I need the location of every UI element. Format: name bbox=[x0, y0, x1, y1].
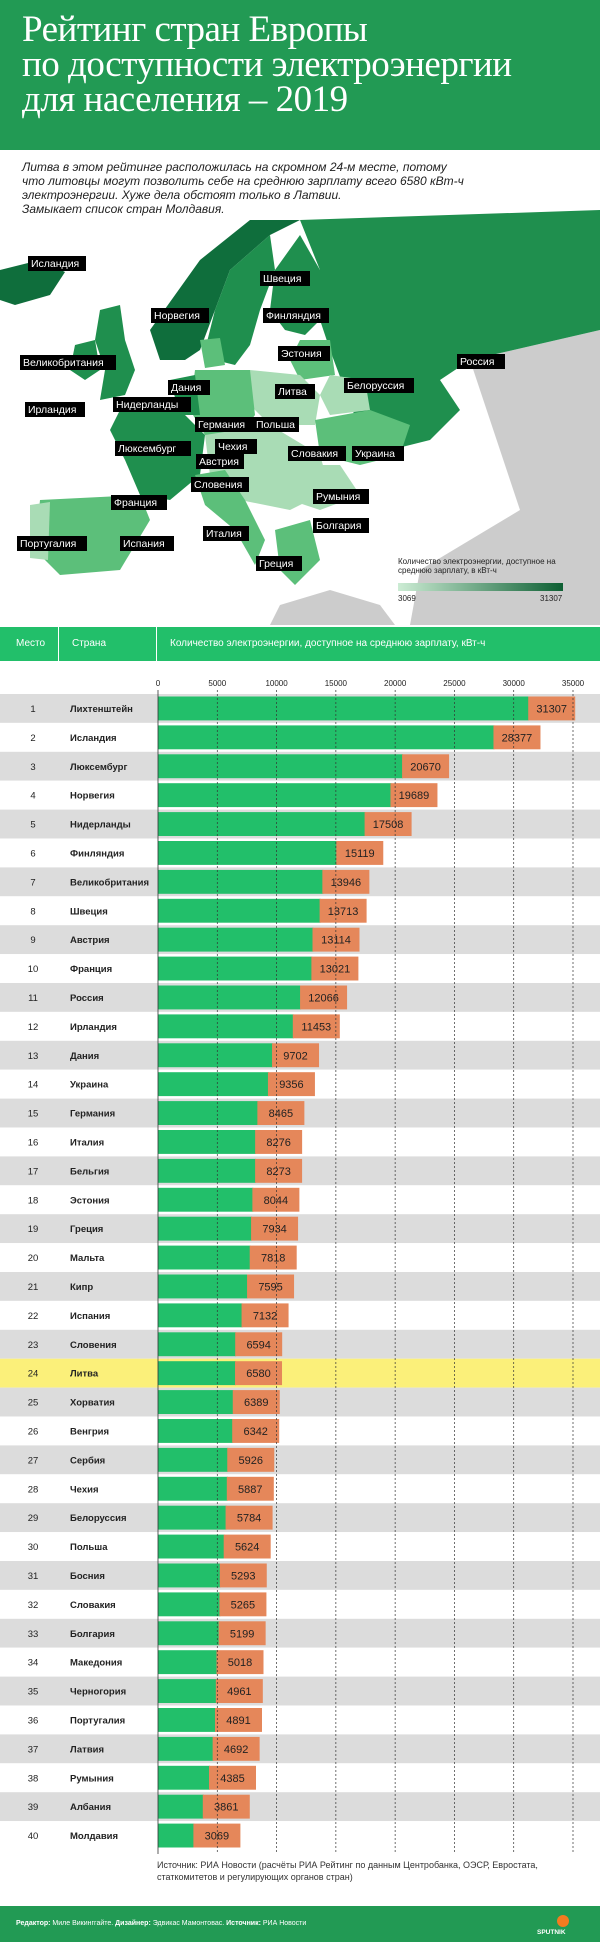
bar bbox=[158, 1014, 294, 1038]
bar bbox=[158, 1130, 256, 1154]
value-label: 12066 bbox=[308, 992, 339, 1005]
svg-text:Словения: Словения bbox=[194, 479, 243, 491]
bar bbox=[158, 1332, 236, 1356]
value-label: 4961 bbox=[227, 1686, 252, 1699]
footer-source: РИА Новости bbox=[262, 1920, 307, 1927]
country-label: Ирландия bbox=[70, 1021, 117, 1033]
bar bbox=[158, 1043, 273, 1067]
country-label: Болгария bbox=[70, 1628, 115, 1640]
country-label: Германия bbox=[70, 1108, 116, 1120]
header-separator bbox=[156, 627, 157, 661]
country-label: Албания bbox=[70, 1802, 112, 1814]
tick-label: 35000 bbox=[561, 679, 585, 688]
map-label-bulgaria bbox=[313, 518, 369, 533]
country-label: Хорватия bbox=[70, 1397, 115, 1409]
map-label-estonia bbox=[278, 346, 330, 361]
value-label: 28377 bbox=[501, 732, 533, 745]
designer-label: Дизайнер: bbox=[115, 1920, 151, 1927]
country-label: Кипр bbox=[70, 1281, 94, 1293]
title-line-2: по доступности электроэнергии bbox=[22, 44, 512, 85]
bar bbox=[158, 1737, 214, 1761]
credits bbox=[16, 1920, 306, 1927]
bar bbox=[158, 957, 312, 981]
title-line-1: Рейтинг стран Европы bbox=[22, 9, 368, 50]
editor-label: Редактор: bbox=[16, 1920, 51, 1927]
value-label: 9702 bbox=[283, 1050, 308, 1063]
table-header bbox=[0, 627, 600, 661]
designer-name: Эдвикас Мамонтовас. bbox=[152, 1920, 225, 1927]
bar bbox=[158, 1679, 217, 1703]
value-label: 6594 bbox=[246, 1339, 271, 1352]
bar bbox=[158, 986, 301, 1010]
legend-max: 31307 bbox=[540, 594, 563, 603]
rank-label: 31 bbox=[27, 1570, 39, 1582]
country-label: Литва bbox=[70, 1368, 99, 1380]
country-label: Финляндия bbox=[70, 848, 125, 860]
rank-label: 29 bbox=[27, 1513, 39, 1525]
bar bbox=[158, 1072, 269, 1096]
country-label: Эстония bbox=[70, 1195, 110, 1207]
svg-text:Болгария: Болгария bbox=[316, 520, 362, 532]
country-label: Лихтенштейн bbox=[70, 703, 133, 715]
tick-label: 30000 bbox=[502, 679, 525, 688]
rank-label: 37 bbox=[27, 1744, 39, 1756]
rank-label: 12 bbox=[27, 1021, 39, 1033]
rank-label: 9 bbox=[30, 935, 36, 947]
rank-label: 30 bbox=[27, 1542, 39, 1554]
map-label-uk bbox=[20, 355, 116, 370]
source-note: Источник: РИА Новости (расчёты РИА Рейтинг по данным Центробанка, ОЭСР, Евростата, статкомитетов и регулирующих органов стран) bbox=[157, 1860, 538, 1882]
rank-label: 7 bbox=[30, 877, 36, 889]
value-label: 5018 bbox=[227, 1657, 253, 1670]
country-label: Украина bbox=[70, 1079, 109, 1091]
rank-label: 11 bbox=[28, 992, 38, 1004]
country-label: Греция bbox=[70, 1224, 104, 1236]
svg-text:Польша: Польша bbox=[256, 419, 296, 431]
bar bbox=[158, 783, 391, 807]
map-label-belarus bbox=[344, 378, 414, 393]
bar bbox=[158, 1708, 216, 1732]
value-label: 5784 bbox=[236, 1512, 262, 1525]
svg-text:Исландия: Исландия bbox=[31, 258, 80, 270]
map-label-italy bbox=[203, 526, 249, 541]
value-label: 5199 bbox=[229, 1628, 255, 1641]
rank-label: 1 bbox=[30, 703, 36, 715]
rank-label: 35 bbox=[27, 1686, 39, 1698]
rank-label: 10 bbox=[27, 964, 39, 976]
svg-text:Эстония: Эстония bbox=[281, 348, 322, 360]
country-label: Австрия bbox=[70, 935, 110, 947]
value-label: 4692 bbox=[223, 1743, 249, 1756]
map-land-other-south bbox=[270, 590, 395, 625]
value-label: 3069 bbox=[204, 1830, 230, 1843]
map-label-romania bbox=[313, 489, 369, 504]
map-label-sweden bbox=[260, 271, 310, 286]
map-label-spain bbox=[120, 536, 174, 551]
value-label: 9356 bbox=[279, 1079, 304, 1092]
footer-source-label: Источник: bbox=[226, 1920, 261, 1927]
map-label-slovakia bbox=[288, 446, 346, 461]
value-label: 7132 bbox=[252, 1310, 278, 1323]
rank-label: 38 bbox=[27, 1773, 39, 1785]
tick-label: 10000 bbox=[265, 679, 288, 688]
bar bbox=[158, 1361, 236, 1385]
value-label: 17508 bbox=[372, 819, 404, 832]
map-label-ireland bbox=[25, 402, 85, 417]
header-rank: Место bbox=[16, 638, 46, 649]
tick-label: 5000 bbox=[208, 679, 227, 688]
country-label: Дания bbox=[70, 1050, 100, 1062]
map-uk bbox=[95, 305, 135, 400]
tick-label: 15000 bbox=[324, 679, 347, 688]
svg-text:Чехия: Чехия bbox=[218, 441, 248, 453]
svg-text:Румыния: Румыния bbox=[316, 491, 361, 503]
svg-text:Нидерланды: Нидерланды bbox=[116, 399, 179, 411]
rank-label: 6 bbox=[30, 848, 36, 860]
svg-text:Финляндия: Финляндия bbox=[266, 310, 321, 322]
bar bbox=[158, 1477, 228, 1501]
country-label: Венгрия bbox=[70, 1426, 110, 1438]
country-label: Чехия bbox=[70, 1484, 99, 1496]
country-label: Бельгия bbox=[70, 1166, 110, 1178]
rank-label: 21 bbox=[27, 1281, 39, 1293]
bar bbox=[158, 812, 366, 836]
bar bbox=[158, 1390, 234, 1414]
bar bbox=[158, 1795, 204, 1819]
svg-text:Россия: Россия bbox=[460, 356, 495, 368]
rank-label: 13 bbox=[27, 1050, 39, 1062]
value-label: 20670 bbox=[410, 761, 441, 774]
bar-chart bbox=[0, 661, 600, 1856]
country-label: Нидерланды bbox=[70, 819, 131, 831]
rank-label: 2 bbox=[30, 732, 36, 744]
header-separator bbox=[58, 627, 59, 661]
bar bbox=[158, 899, 321, 923]
map-label-greece bbox=[256, 556, 302, 571]
value-label: 4385 bbox=[220, 1772, 245, 1785]
value-label: 6580 bbox=[246, 1368, 271, 1381]
svg-text:Швеция: Швеция bbox=[263, 273, 302, 285]
rank-label: 18 bbox=[27, 1195, 39, 1207]
rank-label: 14 bbox=[27, 1079, 39, 1091]
country-label: Мальта bbox=[70, 1253, 105, 1265]
map-label-denmark bbox=[168, 380, 210, 395]
intro-line-2: что литовцы могут позволить себе на среднюю зарплату всего 6580 кВт-ч bbox=[22, 174, 464, 188]
header-banner bbox=[0, 0, 600, 150]
intro-line-4: Замыкает список стран Молдавия. bbox=[22, 202, 225, 216]
bar bbox=[158, 697, 529, 721]
value-label: 5293 bbox=[231, 1570, 256, 1583]
tick-label: 0 bbox=[155, 679, 161, 688]
rank-label: 3 bbox=[30, 761, 36, 773]
bar bbox=[158, 1506, 227, 1530]
value-label: 11453 bbox=[301, 1021, 332, 1034]
svg-text:SPUTNIK: SPUTNIK bbox=[537, 1929, 566, 1936]
svg-text:Украина: Украина bbox=[355, 448, 395, 460]
svg-text:Белоруссия: Белоруссия bbox=[347, 380, 405, 392]
footer-bar bbox=[0, 1906, 600, 1942]
country-label: Македония bbox=[70, 1657, 123, 1669]
svg-text:Греция: Греция bbox=[259, 558, 294, 570]
map-label-slovenia bbox=[191, 477, 249, 492]
rank-label: 40 bbox=[27, 1831, 39, 1843]
country-label: Великобритания bbox=[70, 877, 150, 889]
rank-label: 26 bbox=[27, 1426, 39, 1438]
value-label: 5887 bbox=[238, 1483, 263, 1496]
bar bbox=[158, 1159, 256, 1183]
map-label-luxembourg bbox=[115, 441, 191, 456]
map-label-finland bbox=[263, 308, 329, 323]
country-label: Исландия bbox=[70, 732, 117, 744]
country-label: Латвия bbox=[70, 1744, 105, 1756]
map-label-norway bbox=[151, 308, 209, 323]
country-label: Молдавия bbox=[70, 1831, 119, 1843]
title-line-3: для населения – 2019 bbox=[22, 79, 348, 120]
value-label: 19689 bbox=[398, 790, 430, 803]
value-label: 8044 bbox=[263, 1194, 289, 1207]
rank-label: 28 bbox=[27, 1484, 39, 1496]
map-label-lithuania bbox=[275, 384, 315, 399]
svg-text:Австрия: Австрия bbox=[199, 456, 239, 468]
map-label-russia bbox=[457, 354, 505, 369]
country-label: Румыния bbox=[70, 1773, 114, 1785]
value-label: 7595 bbox=[258, 1281, 283, 1294]
value-label: 7934 bbox=[262, 1223, 287, 1236]
country-label: Португалия bbox=[70, 1715, 126, 1727]
bar bbox=[158, 1650, 217, 1674]
map-label-iceland bbox=[28, 256, 86, 271]
rank-label: 39 bbox=[27, 1802, 39, 1814]
country-label: Россия bbox=[70, 992, 104, 1004]
value-label: 5926 bbox=[238, 1454, 264, 1467]
rank-label: 36 bbox=[27, 1715, 39, 1727]
country-label: Люксембург bbox=[70, 761, 128, 773]
value-label: 6342 bbox=[243, 1425, 268, 1438]
bar bbox=[158, 1101, 258, 1125]
bar bbox=[158, 1188, 253, 1212]
country-label: Польша bbox=[70, 1542, 108, 1554]
value-label: 7818 bbox=[260, 1252, 286, 1265]
svg-text:Португалия: Португалия bbox=[20, 538, 77, 550]
country-label: Швеция bbox=[70, 906, 108, 918]
country-label: Франция bbox=[70, 964, 113, 976]
bar bbox=[158, 1564, 221, 1588]
header-value: Количество электроэнергии, доступное на среднюю зарплату, кВт-ч bbox=[170, 638, 486, 649]
svg-text:Люксембург: Люксембург bbox=[118, 443, 177, 455]
map-label-netherlands bbox=[113, 397, 191, 412]
map-label-germany bbox=[195, 417, 253, 432]
legend-gradient bbox=[398, 583, 563, 591]
country-label: Белоруссия bbox=[70, 1513, 127, 1525]
svg-text:Испания: Испания bbox=[123, 538, 165, 550]
rank-label: 32 bbox=[27, 1599, 39, 1611]
value-label: 5624 bbox=[234, 1541, 260, 1554]
bar bbox=[158, 1448, 228, 1472]
country-label: Словения bbox=[70, 1339, 117, 1351]
rank-label: 15 bbox=[27, 1108, 39, 1120]
sputnik-logo bbox=[535, 1912, 575, 1938]
country-label: Испания bbox=[70, 1310, 111, 1322]
value-label: 31307 bbox=[536, 703, 568, 716]
value-label: 8276 bbox=[266, 1136, 291, 1149]
map-label-portugal bbox=[17, 536, 87, 551]
svg-text:Германия: Германия bbox=[198, 419, 246, 431]
rank-label: 25 bbox=[27, 1397, 39, 1409]
rank-label: 16 bbox=[27, 1137, 39, 1149]
map-label-czechia bbox=[215, 439, 257, 454]
bar bbox=[158, 1275, 248, 1299]
svg-text:Италия: Италия bbox=[206, 528, 242, 540]
rank-label: 27 bbox=[27, 1455, 39, 1467]
country-label: Сербия bbox=[70, 1455, 106, 1467]
svg-text:Литва: Литва bbox=[278, 386, 307, 398]
value-label: 15119 bbox=[344, 847, 375, 860]
intro-text bbox=[22, 160, 582, 216]
page-title bbox=[22, 9, 592, 120]
rank-label: 20 bbox=[27, 1253, 39, 1265]
bar bbox=[158, 1246, 251, 1270]
bar bbox=[158, 1824, 194, 1848]
legend-min: 3069 bbox=[398, 594, 416, 603]
bar bbox=[158, 1621, 220, 1645]
tick-label: 25000 bbox=[443, 679, 466, 688]
bar bbox=[158, 1535, 225, 1559]
bar bbox=[158, 841, 337, 865]
bar bbox=[158, 725, 494, 749]
legend-title: Количество электроэнергии, доступное на среднюю зарплату, в кВт-ч bbox=[398, 557, 556, 575]
rank-label: 5 bbox=[30, 819, 36, 831]
bar bbox=[158, 1303, 243, 1327]
rank-label: 23 bbox=[27, 1339, 39, 1351]
svg-text:Ирландия: Ирландия bbox=[28, 404, 77, 416]
bar bbox=[158, 1766, 210, 1790]
value-label: 5265 bbox=[230, 1599, 256, 1612]
tick-label: 20000 bbox=[384, 679, 407, 688]
value-label: 4891 bbox=[226, 1714, 251, 1727]
value-label: 8465 bbox=[268, 1108, 294, 1121]
map-portugal bbox=[30, 502, 50, 560]
value-label: 13713 bbox=[327, 905, 359, 918]
country-label: Словакия bbox=[70, 1599, 116, 1611]
value-label: 13946 bbox=[330, 876, 362, 889]
country-label: Норвегия bbox=[70, 790, 115, 802]
value-label: 13021 bbox=[319, 963, 351, 976]
header-country: Страна bbox=[72, 638, 107, 649]
bar bbox=[158, 1217, 252, 1241]
country-label: Черногория bbox=[70, 1686, 127, 1698]
rank-label: 33 bbox=[27, 1628, 39, 1640]
rank-label: 24 bbox=[27, 1368, 39, 1380]
svg-text:Норвегия: Норвегия bbox=[154, 310, 200, 322]
rank-label: 8 bbox=[30, 906, 36, 918]
rank-label: 19 bbox=[27, 1224, 39, 1236]
bar bbox=[158, 928, 313, 952]
editor-name: Миле Викинггайте. bbox=[52, 1920, 114, 1927]
value-label: 13114 bbox=[321, 934, 351, 947]
rank-label: 4 bbox=[30, 790, 36, 802]
bar bbox=[158, 1419, 233, 1443]
map-label-france bbox=[111, 495, 167, 510]
country-label: Италия bbox=[70, 1137, 105, 1149]
bar bbox=[158, 870, 323, 894]
svg-text:Дания: Дания bbox=[171, 382, 202, 394]
rank-label: 22 bbox=[27, 1310, 39, 1322]
rank-label: 34 bbox=[27, 1657, 39, 1669]
svg-text:Великобритания: Великобритания bbox=[23, 357, 104, 369]
country-label: Босния bbox=[70, 1570, 105, 1582]
intro-line-3: электроэнергии. Хуже дела обстоят только в Латвии. bbox=[22, 188, 342, 202]
rank-label: 17 bbox=[27, 1166, 39, 1178]
value-label: 3861 bbox=[214, 1801, 239, 1814]
map-label-poland bbox=[253, 417, 299, 432]
intro-line-1: Литва в этом рейтинге расположилась на скромном 24-м месте, потому bbox=[22, 160, 447, 174]
value-label: 6389 bbox=[244, 1397, 269, 1410]
svg-text:Словакия: Словакия bbox=[291, 448, 339, 460]
map-label-austria bbox=[196, 454, 244, 469]
map-label-ukraine bbox=[352, 446, 404, 461]
bar bbox=[158, 754, 403, 778]
bar bbox=[158, 1592, 220, 1616]
svg-text:Франция: Франция bbox=[114, 497, 158, 509]
value-label: 8273 bbox=[266, 1165, 291, 1178]
